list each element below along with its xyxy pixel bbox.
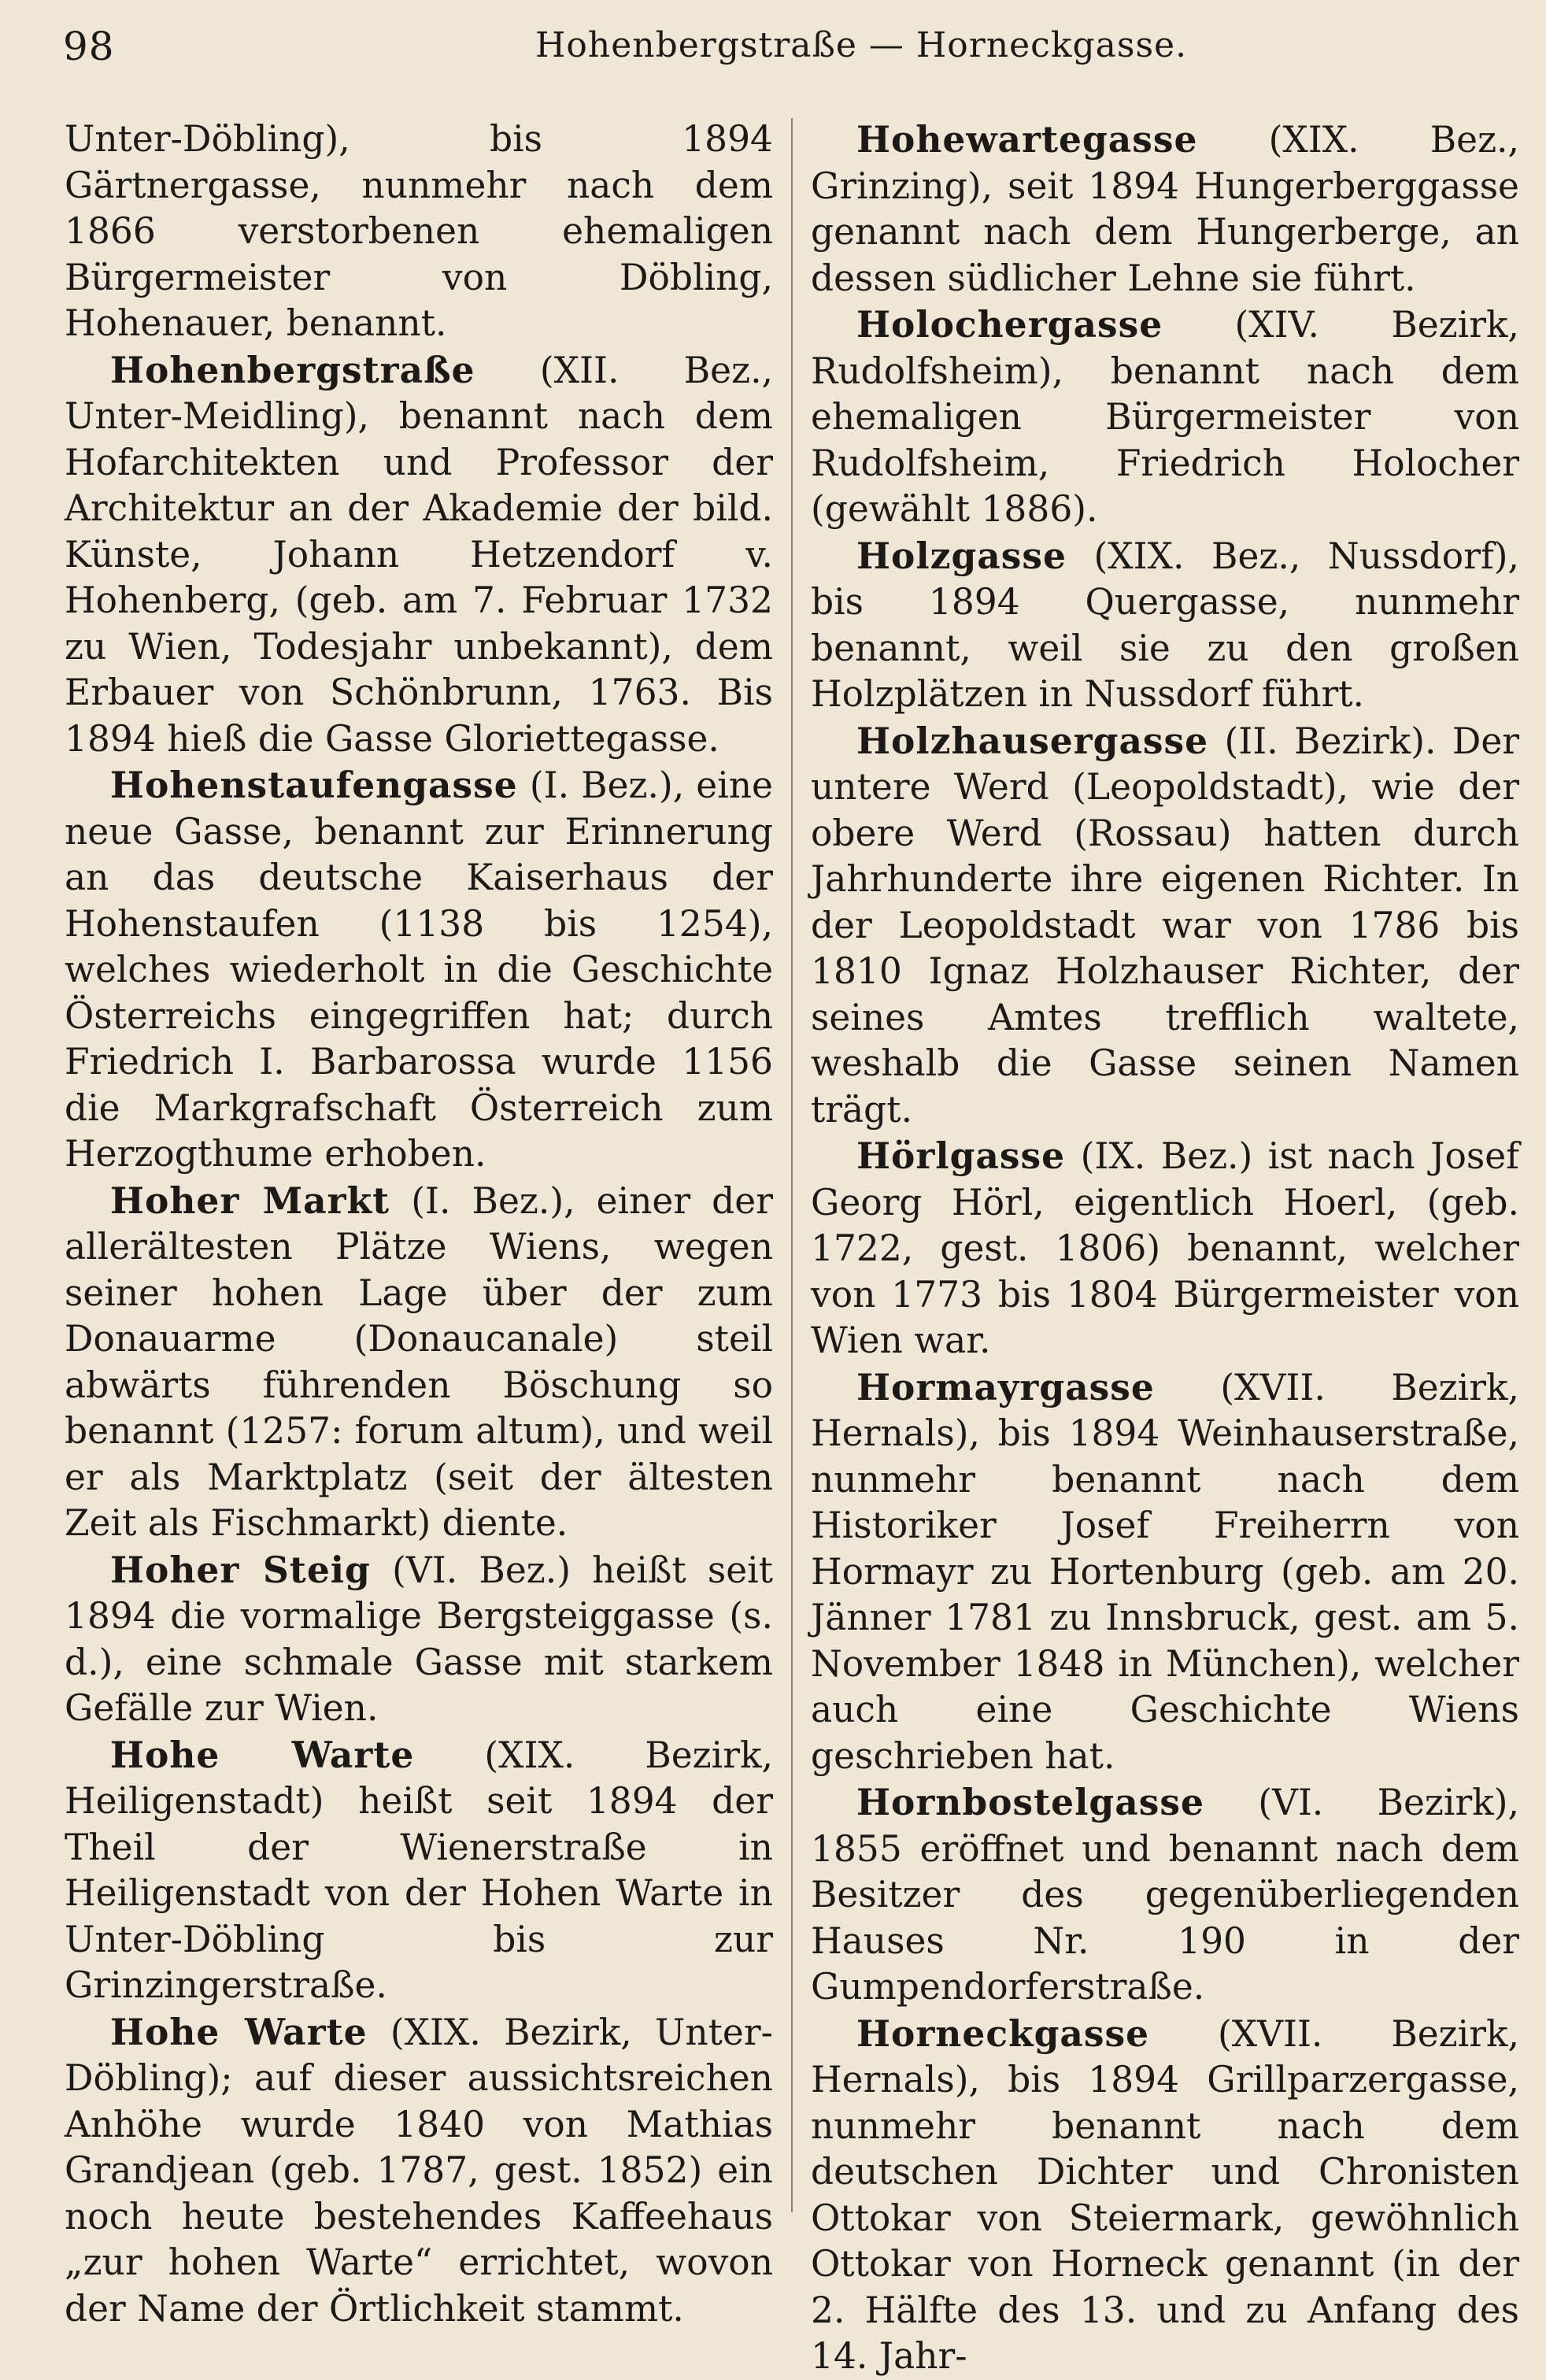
entry-headword: Horneckgasse — [856, 2012, 1150, 2055]
entry-headword: Hoher Markt — [110, 1179, 390, 1222]
page-number: 98 — [63, 24, 115, 69]
entry-hormayrgasse — [811, 1364, 1519, 1780]
entry-text: (II. Bezirk). Der untere Werd (Leopoldstadt), wie der obere Werd (Rossau) hatten durch Jahrhunderte ihre eigenen Richter. In der Leopoldstadt war von 1786 bis 1810 Ignaz Holzhauser Richter, der seines Amtes trefflich waltete, weshalb die Gasse seinen Namen trägt. — [811, 720, 1519, 1131]
entry-headword: Hoher Steig — [110, 1548, 371, 1591]
running-head — [63, 17, 1483, 72]
entry-hohe-warte-heiligenstadt — [65, 1732, 773, 2009]
entry-hoher-markt — [65, 1178, 773, 1547]
entry-headword: Hörlgasse — [856, 1134, 1066, 1177]
entry-hohe-warte-unter-doebling — [65, 2009, 773, 2333]
entry-text: (I. Bez.), einer der allerältesten Plätze Wiens, wegen seiner hohen Lage über der zum Donauarme (Donaucanale) steil abwärts führenden Böschung so benannt (1257: forum altum), und weil er als Marktplatz (seit der ältesten Zeit als Fischmarkt) diente. — [65, 1179, 773, 1544]
entry-headword: Hohenbergstraße — [110, 348, 475, 391]
entry-text: (XIX. Bezirk, Unter-Döbling); auf dieser aussichtsreichen Anhöhe wurde 1840 von Mathias Grandjean (geb. 1787, gest. 1852) ein noch heute bestehendes Kaffeehaus „zur hohen Warte“ errichtet, wovon der Name der Örtlichkeit stammt. — [65, 2011, 773, 2330]
entry-hohewartegasse — [811, 117, 1519, 302]
entry-text: (XVII. Bezirk, Hernals), bis 1894 Weinhauserstraße, nunmehr benannt nach dem Historiker Josef Freiherrn von Hormayr zu Hortenburg (geb. am 20. Jänner 1781 zu Innsbruck, gest. am 5. November 1848 in München), welcher auch eine Geschichte Wiens geschrieben hat. — [811, 1366, 1519, 1777]
entry-text: (XVII. Bezirk, Hernals), bis 1894 Grillparzergasse, nunmehr benannt nach dem deutschen Dichter und Chronisten Ottokar von Steiermark, gewöhnlich Ottokar von Horneck genannt (in der 2. Hälfte des 13. und zu Anfang des 14. Jahr- — [811, 2012, 1519, 2377]
entry-headword: Holzgasse — [856, 534, 1067, 577]
entry-headword: Holzhausergasse — [856, 719, 1209, 762]
entry-hohenstaufengasse — [65, 762, 773, 1178]
left-column — [65, 117, 773, 2330]
entry-hoerlgasse — [811, 1133, 1519, 1364]
entry-hornbostelgasse — [811, 1779, 1519, 2011]
continuation-text: Unter-Döbling), bis 1894 Gärtnergasse, nunmehr nach dem 1866 verstorbenen ehemaligen Bürgermeister von Döbling, Hohenauer, benannt. — [65, 118, 773, 344]
entry-hoher-steig — [65, 1547, 773, 1732]
entry-headword: Hohenstaufengasse — [110, 764, 518, 806]
column-divider — [791, 118, 793, 2212]
entry-headword: Hormayrgasse — [856, 1365, 1155, 1408]
entry-headword: Hohe Warte — [110, 2010, 368, 2053]
entry-text: (XIX. Bezirk, Heiligenstadt) heißt seit 1894 der Theil der Wienerstraße in Heiligenstadt von der Hohen Warte in Unter-Döbling bis zur Grinzingerstraße. — [65, 1734, 773, 2006]
entry-text: (I. Bez.), eine neue Gasse, benannt zur Erinnerung an das deutsche Kaiserhaus der Hohenstaufen (1138 bis 1254), welches wiederholt in die Geschichte Österreichs eingegriffen hat; durch Friedrich I. Barbarossa wurde 1156 die Markgrafschaft Österreich zum Herzogthume erhoben. — [65, 764, 773, 1175]
entry-headword: Hohewartegasse — [856, 118, 1198, 161]
entry-holzgasse — [811, 533, 1519, 718]
entry-holzhausergasse — [811, 718, 1519, 1134]
entry-text: (IX. Bez.) ist nach Josef Georg Hörl, eigentlich Hoerl, (geb. 1722, gest. 1806) benannt, welcher von 1773 bis 1804 Bürgermeister von Wien war. — [811, 1135, 1519, 1361]
entry-holochergasse — [811, 302, 1519, 533]
entry-headword: Holochergasse — [856, 303, 1163, 346]
right-column — [811, 117, 1519, 2377]
entry-text: (XII. Bez., Unter-Meidling), benannt nach dem Hofarchitekten und Professor der Architektur an der Akademie der bild. Künste, Johann Hetzendorf v. Hohenberg, (geb. am 7. Februar 1732 zu Wien, Todesjahr unbekannt), dem Erbauer von Schönbrunn, 1763. Bis 1894 hieß die Gasse Gloriettegasse. — [65, 349, 773, 760]
continuation-paragraph — [65, 117, 773, 347]
entry-headword: Hornbostelgasse — [856, 1781, 1204, 1823]
entry-headword: Hohe Warte — [110, 1733, 415, 1776]
entry-text: (XIX. Bez., Grinzing), seit 1894 Hungerberggasse genannt nach dem Hungerberge, an dessen südlicher Lehne sie führt. — [811, 119, 1519, 299]
running-title: Hohenbergstraße — Horneckgasse. — [535, 25, 1188, 65]
entry-horneckgasse — [811, 2011, 1519, 2380]
entry-text: (VI. Bezirk), 1855 eröffnet und benannt nach dem Besitzer des gegenüberliegenden Hauses Nr. 190 in der Gumpendorferstraße. — [811, 1782, 1519, 2008]
entry-text: (XIX. Bez., Nussdorf), bis 1894 Quergasse, nunmehr benannt, weil sie zu den großen Holzplätzen in Nussdorf führt. — [811, 535, 1519, 715]
entry-hohenbergstrasse — [65, 347, 773, 763]
entry-text: (VI. Bez.) heißt seit 1894 die vormalige Bergsteiggasse (s. d.), eine schmale Gasse mit starkem Gefälle zur Wien. — [65, 1549, 773, 1729]
entry-text: (XIV. Bezirk, Rudolfsheim), benannt nach dem ehemaligen Bürgermeister von Rudolfsheim, Friedrich Holocher (gewählt 1886). — [811, 304, 1519, 530]
